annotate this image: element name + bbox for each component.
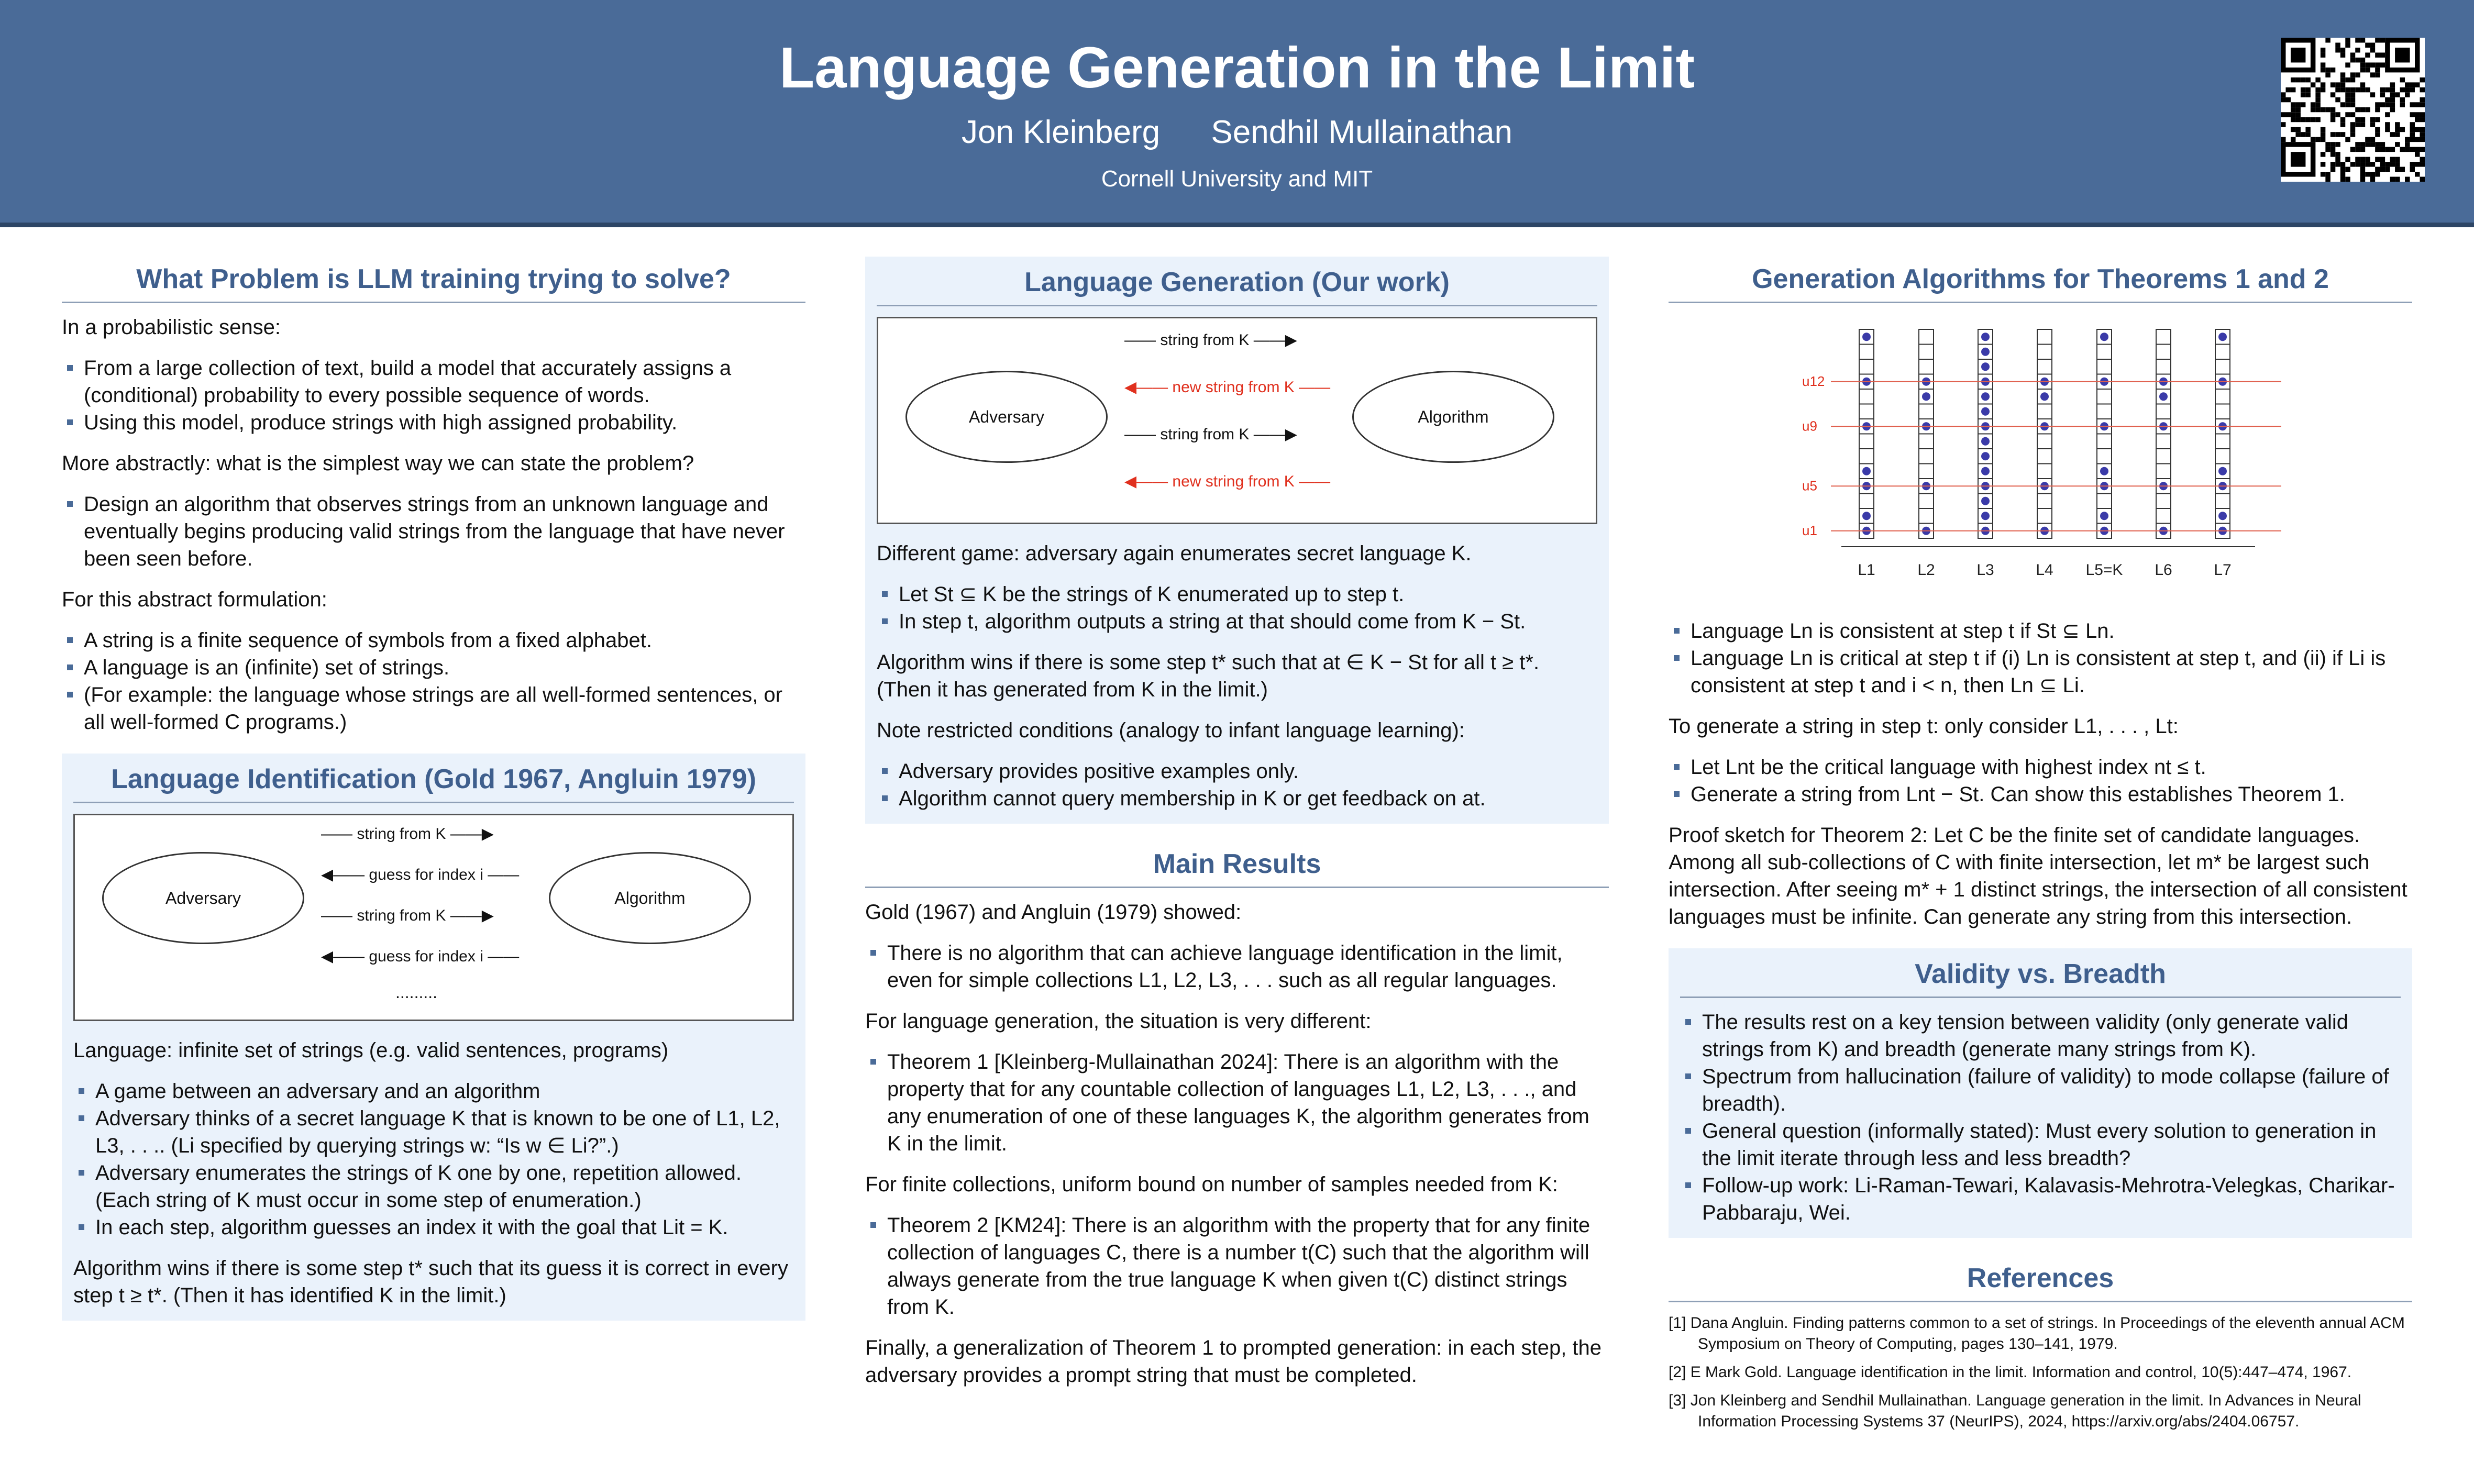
validity-section [1669,948,2412,1238]
header-divider [0,223,2474,227]
arrow-label: string from K [1160,426,1250,443]
lattice-point [1981,333,1990,341]
lattice-cell [2156,464,2171,479]
lattice-point [1922,392,1930,401]
paragraph: Algorithm wins if there is some step t* such that its guess it is correct in every step t ≥ t*. (Then it has identified K in the limit.) [73,1257,788,1307]
lattice-point [1981,467,1990,475]
section-heading: Language Identification (Gold 1967, Angluin 1979) [73,757,794,803]
list-item: Follow-up work: Li-Raman-Tewari, Kalavasis-Mehrotra-Velegkas, Charikar-Pabbaraju, Wei. [1702,1172,2401,1226]
paragraph: Finally, a generalization of Theorem 1 to prompted generation: in each step, the adversary provides a prompt string that must be completed. [865,1336,1602,1387]
list-item: Adversary thinks of a secret language K that is known to be one of L1, L2, L3, . . .. (Li specified by querying strings w: “Is w ∈ Li?”.) [95,1105,794,1159]
lattice-point [1981,512,1990,520]
qr-code-icon[interactable] [2281,38,2425,182]
reference-item: [3] Jon Kleinberg and Sendhil Mullainathan. Language generation in the limit. In Advances in Neural Information Processing Systems 37 (NeurIPS), 2024, https://arxiv.org/abs/2404.06757. [1669,1392,2361,1430]
arrow-left: ◀—— guess for index i —— [321,948,520,965]
lattice-point [1981,437,1990,446]
reference-item: [1] Dana Angluin. Finding patterns common to a set of strings. In Proceedings of the eleventh annual ACM Symposium on Theory of Computing, pages 130–141, 1979. [1669,1314,2405,1353]
lattice-cell [2037,404,2052,419]
lattice-cell [1919,494,1934,509]
column-label: L1 [1858,561,1875,579]
arrow-label: string from K [357,825,446,843]
lattice-cell [1919,449,1934,464]
arrow-left: ◀—— new string from K —— [1124,473,1331,490]
lattice-point [2159,392,2168,401]
identification-section [62,754,805,1321]
adversary-node: Adversary [905,371,1108,463]
list-item: A string is a finite sequence of symbols from a fixed alphabet. [84,627,805,654]
algorithms-section [1669,257,2412,931]
lattice-cell [2215,345,2230,360]
lattice-cell [2156,359,2171,374]
list-item: A game between an adversary and an algorithm [95,1078,794,1105]
lattice-svg [1669,314,2412,607]
lattice-cell [2097,345,2112,360]
lattice-cell [2156,404,2171,419]
lattice-cell [2097,434,2112,449]
lattice-cell [2156,345,2171,360]
section-heading: References [1669,1256,2412,1302]
adversary-node: Adversary [102,852,304,944]
header-banner [0,0,2474,223]
row-label: u9 [1802,418,1817,434]
lattice-cell [2037,434,2052,449]
lattice-cell [1859,359,1874,374]
section-heading: What Problem is LLM training trying to solve? [62,257,805,303]
poster-title: Language Generation in the Limit [779,36,1695,100]
row-label: u1 [1802,522,1817,538]
paragraph: For language generation, the situation is very different: [865,1010,1372,1033]
lattice-cell [2037,494,2052,509]
arrow-right: —— string from K ——▶ [1124,331,1297,349]
list-item: A language is an (infinite) set of strings. [84,654,805,681]
arrow-right: —— string from K ——▶ [321,825,494,843]
list-item: Design an algorithm that observes strings from an unknown language and eventually begins producing valid strings from the language that have never been seen before. [84,491,805,572]
list-item: (For example: the language whose strings are all well-formed sentences, or all well-formed C programs.) [84,681,805,736]
column-3 [1669,257,2412,1450]
bullet-list [1680,1009,2401,1226]
arrow-label: new string from K [1172,473,1295,490]
lattice-point [2100,512,2108,520]
lattice-cell [1919,345,1934,360]
lattice-cell [1919,464,1934,479]
lattice-point [1981,452,1990,460]
column-2 [865,257,1609,1407]
lattice-cell [1919,508,1934,524]
lattice-cell [2215,434,2230,449]
affiliation: Cornell University and MIT [1101,166,1373,192]
algorithm-node: Algorithm [549,852,751,944]
lattice-point [2100,467,2108,475]
lattice-cell [2156,494,2171,509]
ellipsis: ......... [395,983,438,1002]
lattice-cell [2215,404,2230,419]
lattice-cell [2215,449,2230,464]
column-label: L2 [1917,561,1935,579]
paragraph: Algorithm wins if there is some step t* such that at ∈ K − St for all t ≥ t*. (Then it has generated from K in the limit.) [877,651,1540,701]
lattice-cell [2097,359,2112,374]
lattice-cell [2037,345,2052,360]
list-item: Generate a string from Lnt − St. Can show this establishes Theorem 1. [1691,781,2412,808]
lattice-cell [1919,404,1934,419]
section-heading: Language Generation (Our work) [877,260,1597,306]
bullet-list [865,1048,1609,1157]
lattice-cell [2097,389,2112,404]
section-heading: Validity vs. Breadth [1680,951,2401,998]
lattice-cell [2037,464,2052,479]
paragraph: More abstractly: what is the simplest way we can state the problem? [62,452,694,475]
arrow-label: guess for index i [369,866,483,883]
bullet-list [62,355,805,436]
list-item: Language Ln is critical at step t if (i) Ln is consistent at step t, and (ii) if Li is consistent at step t and i < n, then Ln ⊆ Li. [1691,645,2412,699]
list-item: Theorem 2 [KM24]: There is an algorithm with the property that for any finite collection of languages C, there is a number t(C) such that the algorithm will always generate from the true language K when given t(C) distinct strings from K. [887,1212,1609,1321]
bullet-list [62,491,805,572]
list-item: Let Lnt be the critical language with highest index nt ≤ t. [1691,754,2412,781]
authors [0,109,2474,156]
problem-section [62,257,805,736]
bullet-list [865,939,1609,994]
lattice-point [1981,497,1990,505]
lattice-cell [1859,389,1874,404]
lattice-cell [1859,345,1874,360]
lattice-cell [2156,508,2171,524]
list-item: Spectrum from hallucination (failure of validity) to mode collapse (failure of breadth). [1702,1063,2401,1117]
lattice-cell [2097,449,2112,464]
reference-item: [2] E Mark Gold. Language identification in the limit. Information and control, 10(5):447–474, 1967. [1669,1364,2352,1381]
lattice-point [1981,362,1990,371]
paragraph: For this abstract formulation: [62,588,327,611]
list-item: Language Ln is consistent at step t if St ⊆ Ln. [1691,617,2412,645]
lattice-point [1981,392,1990,401]
paragraph: Gold (1967) and Angluin (1979) showed: [865,901,1242,924]
lattice-cell [2097,494,2112,509]
list-item: The results rest on a key tension between validity (only generate valid strings from K) and breadth (generate many strings from K). [1702,1009,2401,1063]
list-item: Using this model, produce strings with high assigned probability. [84,409,805,436]
column-label: L6 [2155,561,2172,579]
arrow-left: ◀—— guess for index i —— [321,866,520,883]
arrow-label: guess for index i [369,948,483,965]
column-label: L4 [2036,561,2053,579]
lattice-point [1862,512,1871,520]
list-item: There is no algorithm that can achieve language identification in the limit, even for simple collections L1, L2, L3, . . . such as all regular languages. [887,939,1609,994]
list-item: Adversary provides positive examples only. [899,758,1597,785]
bullet-list [877,758,1597,812]
lattice-cell [2037,359,2052,374]
list-item: In step t, algorithm outputs a string at that should come from K − St. [899,608,1597,635]
list-item: Let St ⊆ K be the strings of K enumerated up to step t. [899,581,1597,608]
lattice-cell [2037,449,2052,464]
lattice-cell [2156,434,2171,449]
lattice-cell [2156,449,2171,464]
language-lattice-figure [1669,314,2412,607]
column-label: L5=K [2085,561,2123,579]
lattice-point [2040,392,2049,401]
lattice-cell [2097,404,2112,419]
arrow-label: new string from K [1172,379,1295,396]
paragraph: Language: infinite set of strings (e.g. valid sentences, programs) [73,1039,669,1062]
lattice-cell [1919,434,1934,449]
lattice-cell [1919,329,1934,345]
bullet-list [1669,754,2412,808]
lattice-point [2218,512,2227,520]
lattice-point [2218,467,2227,475]
results-section [865,841,1609,1389]
lattice-point [1981,407,1990,416]
list-item: General question (informally stated): Must every solution to generation in the limit iterate through less and less breadth? [1702,1117,2401,1172]
generation-section [865,257,1609,824]
bullet-list [1669,617,2412,699]
list-item: Adversary enumerates the strings of K one by one, repetition allowed. (Each string of K must occur in some step of enumeration.) [95,1159,794,1214]
lattice-point [1981,348,1990,356]
lattice-cell [1859,404,1874,419]
row-label: u12 [1802,373,1825,389]
column-label: L7 [2214,561,2232,579]
lattice-cell [2215,389,2230,404]
algorithm-node: Algorithm [1352,371,1554,463]
generation-diagram [877,317,1597,524]
row-label: u5 [1802,478,1817,494]
lattice-cell [1859,434,1874,449]
lattice-cell [2037,508,2052,524]
lattice-cell [2156,329,2171,345]
paragraph: Different game: adversary again enumerates secret language K. [877,542,1472,565]
column-label: L3 [1976,561,1994,579]
paragraph: In a probabilistic sense: [62,316,281,339]
references-section [1669,1256,2412,1432]
section-heading: Main Results [865,841,1609,888]
lattice-cell [1919,359,1934,374]
arrow-label: string from K [1160,331,1250,349]
bullet-list [62,627,805,736]
arrow-label: string from K [357,907,446,924]
lattice-point [2218,333,2227,341]
bullet-list [877,581,1597,635]
lattice-cell [2037,329,2052,345]
list-item: From a large collection of text, build a model that accurately assigns a (conditional) probability to every possible sequence of words. [84,355,805,409]
paragraph: To generate a string in step t: only consider L1, . . . , Lt: [1669,715,2179,738]
lattice-cell [1859,494,1874,509]
section-heading: Generation Algorithms for Theorems 1 and 2 [1669,257,2412,303]
arrow-right: —— string from K ——▶ [321,907,494,924]
paragraph: Proof sketch for Theorem 2: Let C be the finite set of candidate languages. Among all sub-collections of C with finite intersection, let m* be largest such intersection. After seeing m* + 1 distinct strings, the intersection of all consistent languages must be infinite. Can generate any string from this intersection. [1669,824,2407,928]
identification-diagram [73,814,794,1021]
author-1: Jon Kleinberg [961,114,1161,150]
list-item: Theorem 1 [Kleinberg-Mullainathan 2024]: There is an algorithm with the property that for any countable collection of languages L1, L2, L3, . . ., and any enumeration of one of these languages K, the algorithm generates from K in the limit. [887,1048,1609,1157]
paragraph: Note restricted conditions (analogy to infant language learning): [877,719,1465,742]
column-1 [62,257,805,1338]
lattice-cell [1859,449,1874,464]
lattice-point [2100,333,2108,341]
lattice-cell [2215,359,2230,374]
bullet-list [865,1212,1609,1321]
arrow-right: —— string from K ——▶ [1124,426,1297,443]
list-item: Algorithm cannot query membership in K or get feedback on at. [899,785,1597,812]
lattice-point [1862,333,1871,341]
lattice-cell [2215,494,2230,509]
arrow-left: ◀—— new string from K —— [1124,379,1331,396]
paragraph: For finite collections, uniform bound on number of samples needed from K: [865,1173,1558,1196]
bullet-list [73,1078,794,1241]
author-2: Sendhil Mullainathan [1211,114,1512,150]
lattice-point [1862,467,1871,475]
list-item: In each step, algorithm guesses an index it with the goal that Lit = K. [95,1214,794,1241]
